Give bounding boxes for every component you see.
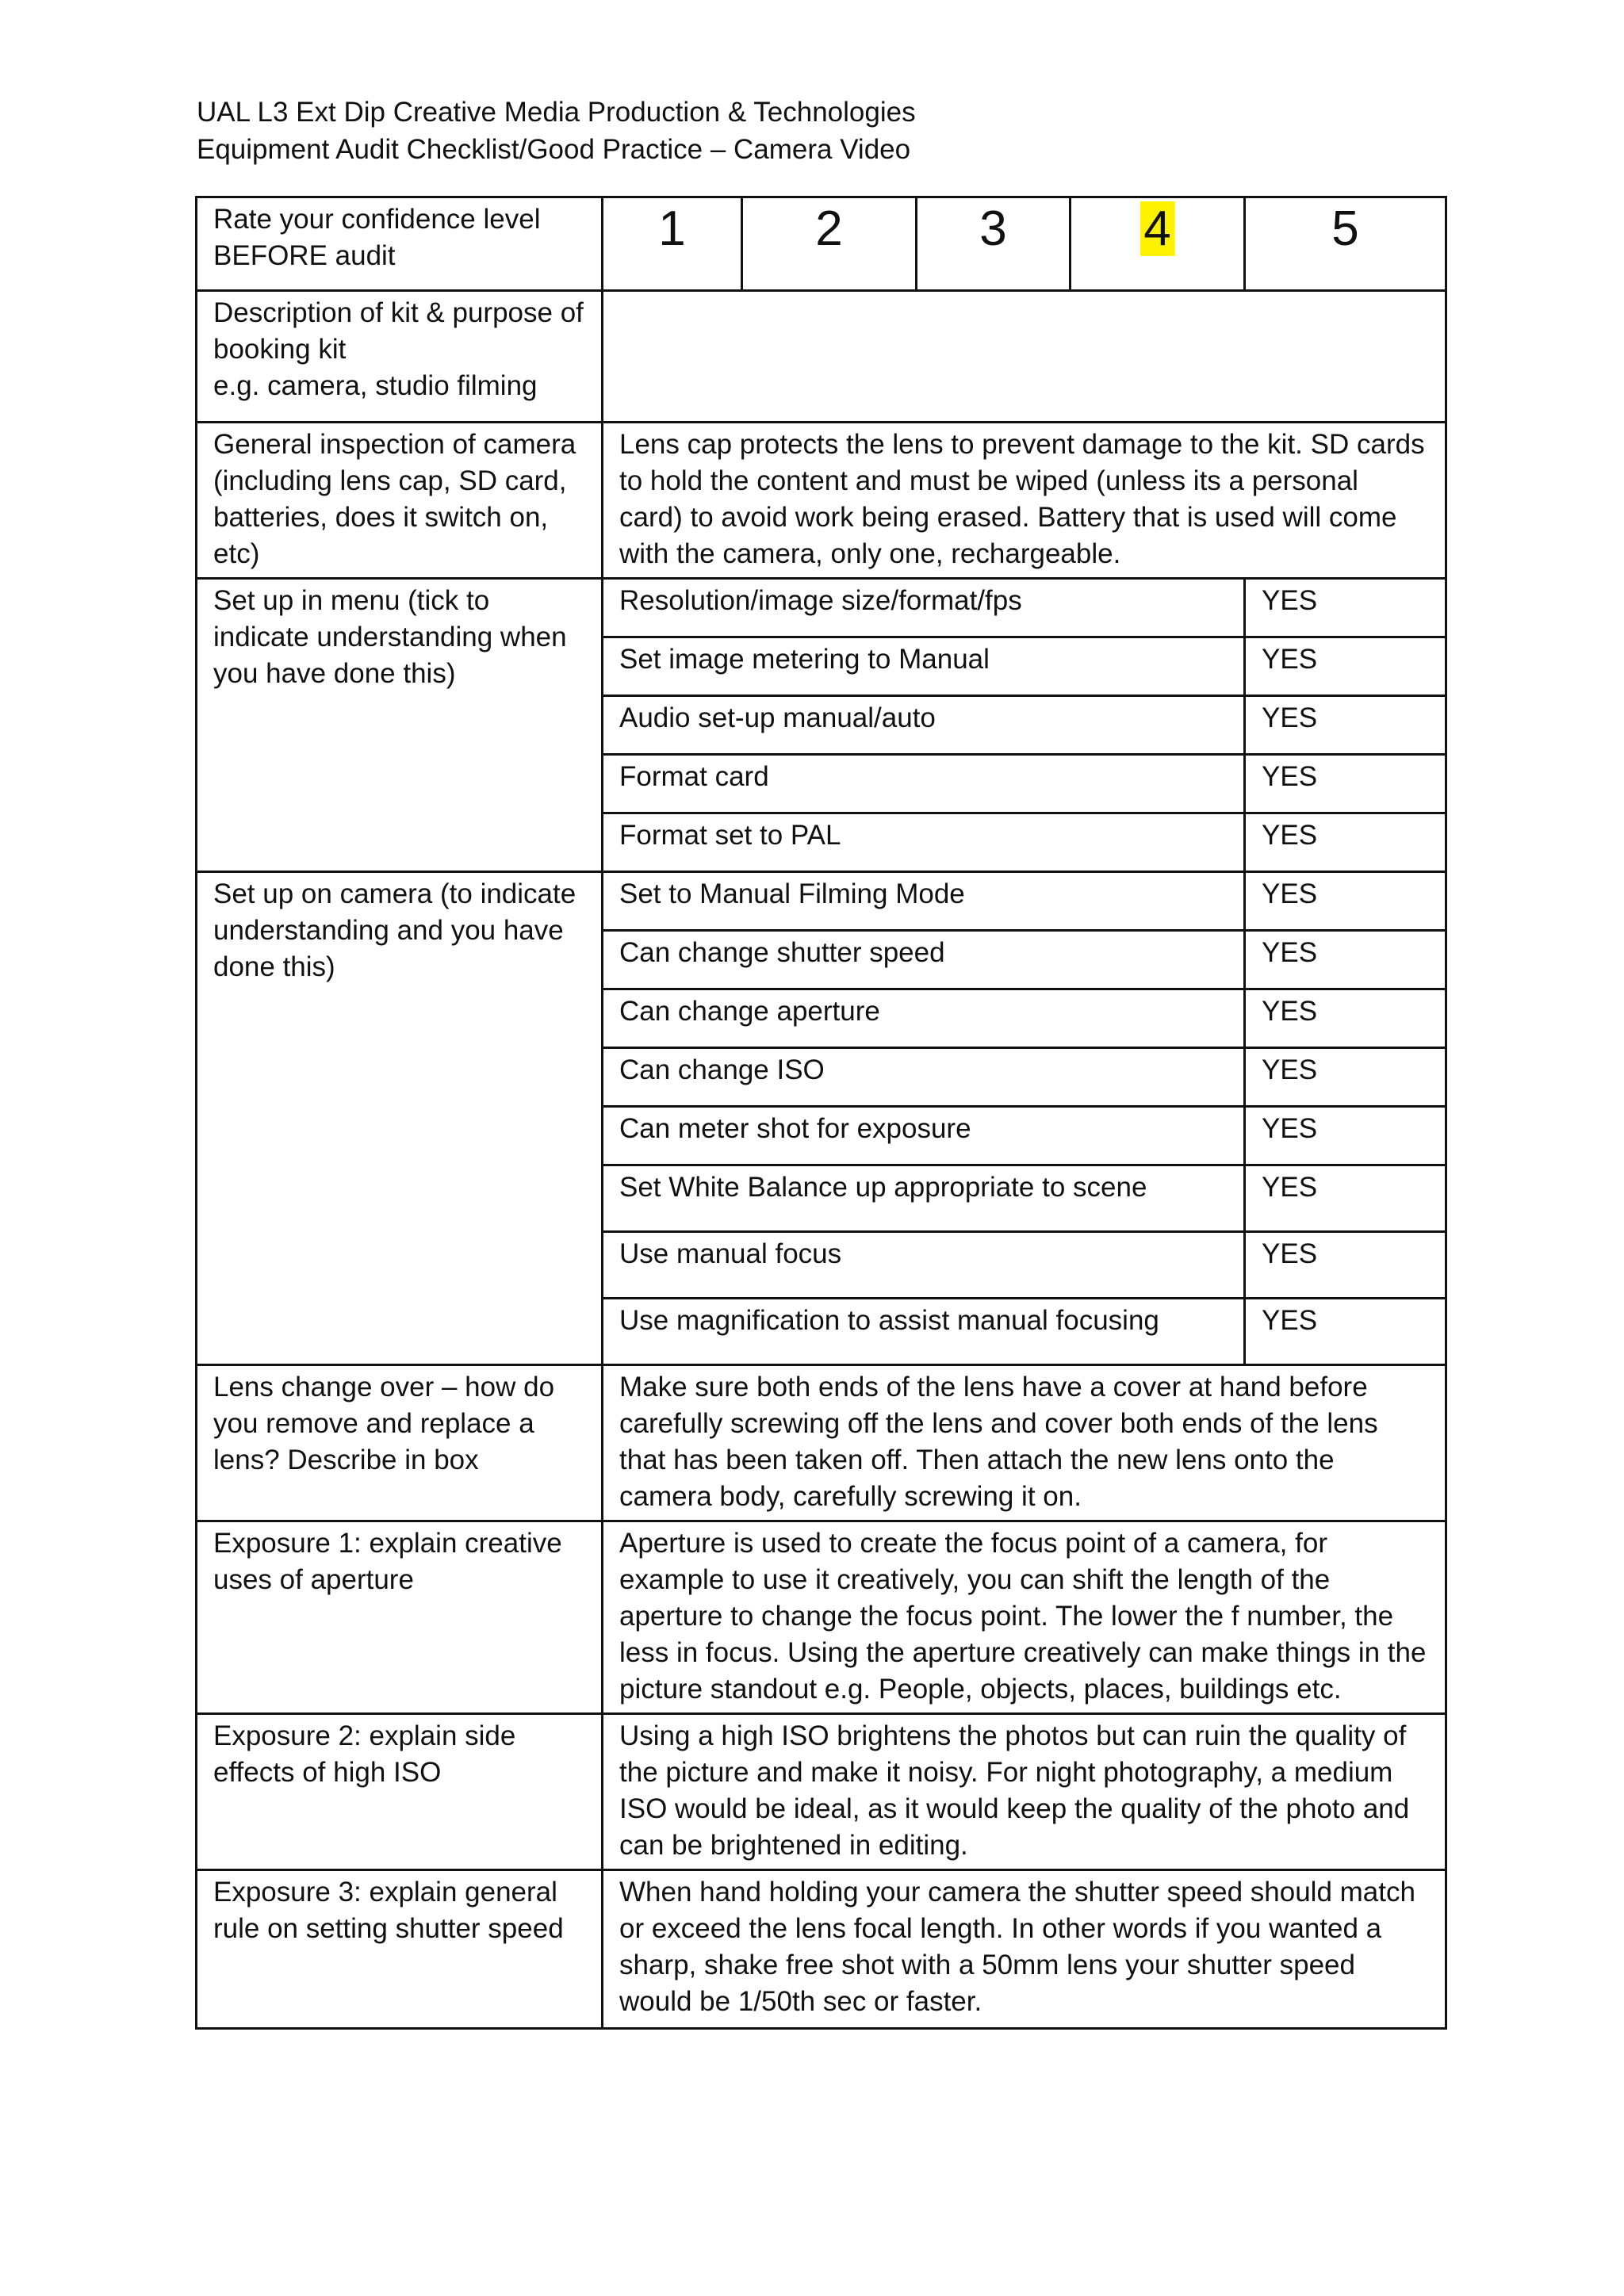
exposure1-answer[interactable]: Aperture is used to create the focus point of a camera, for example to use it creatively, you can shift the length of the aperture to change the focus point. The lower the f number, the less in focus. Using the aperture creatively can make things in the picture standout e.g. People, objects, places, buildings etc. [603,1521,1446,1714]
menu-task: Resolution/image size/format/fps [603,579,1245,637]
camera-task: Use magnification to assist manual focusing [603,1299,1245,1365]
exposure3-label: Exposure 3: explain general rule on setting shutter speed [197,1870,603,2029]
menu-task-status[interactable]: YES [1245,579,1446,637]
lens-change-label: Lens change over – how do you remove and replace a lens? Describe in box [197,1365,603,1521]
rating-option-1[interactable] [603,197,742,291]
document-header [197,94,916,168]
menu-task-status[interactable]: YES [1245,813,1446,872]
camera-setup-row [197,872,1446,931]
description-label-main: Description of kit & purpose of booking kit [213,297,584,365]
description-label-example: e.g. camera, studio filming [213,370,538,401]
exposure3-answer[interactable]: When hand holding your camera the shutter speed should match or exceed the lens focal length. In other words if you wanted a sharp, shake free shot with a 50mm lens your shutter speed would be 1/50th sec or faster. [603,1870,1446,2029]
camera-task-status[interactable]: YES [1245,1048,1446,1107]
camera-task: Set to Manual Filming Mode [603,872,1245,931]
camera-setup-label: Set up on camera (to indicate understanding and you have done this) [197,872,603,1365]
menu-task-status[interactable]: YES [1245,755,1446,813]
camera-task: Can meter shot for exposure [603,1107,1245,1165]
camera-task-status[interactable]: YES [1245,1107,1446,1165]
camera-task-status[interactable]: YES [1245,1232,1446,1299]
exposure1-label: Exposure 1: explain creative uses of aperture [197,1521,603,1714]
menu-task: Audio set-up manual/auto [603,696,1245,755]
menu-setup-row [197,579,1446,637]
lens-change-answer[interactable]: Make sure both ends of the lens have a cover at hand before carefully screwing off the lens and cover both ends of the lens that has been taken off. Then attach the new lens onto the camera body, carefully screwing it on. [603,1365,1446,1521]
general-inspection-label: General inspection of camera (including lens cap, SD card, batteries, does it switch on, etc) [197,423,603,579]
menu-task: Set image metering to Manual [603,637,1245,696]
rating-value: 1 [658,201,686,256]
description-label [197,291,603,423]
camera-task-status[interactable]: YES [1245,931,1446,989]
rating-option-3[interactable] [917,197,1071,291]
menu-task-status[interactable]: YES [1245,696,1446,755]
rating-value: 5 [1331,201,1359,256]
course-title: UAL L3 Ext Dip Creative Media Production & Technologies [197,97,916,128]
exposure3-row [197,1870,1446,2029]
description-row [197,291,1446,423]
audit-table [195,196,1447,2030]
menu-task: Format card [603,755,1245,813]
checklist-title: Equipment Audit Checklist/Good Practice – Camera Video [197,134,911,165]
exposure2-row [197,1714,1446,1870]
exposure2-label: Exposure 2: explain side effects of high ISO [197,1714,603,1870]
rating-option-2[interactable] [742,197,917,291]
menu-task-status[interactable]: YES [1245,637,1446,696]
general-inspection-row [197,423,1446,579]
general-inspection-answer[interactable]: Lens cap protects the lens to prevent damage to the kit. SD cards to hold the content and must be wiped (unless its a personal card) to avoid work being erased. Battery that is used will come with the camera, only one, rechargeable. [603,423,1446,579]
exposure1-row [197,1521,1446,1714]
lens-change-row [197,1365,1446,1521]
camera-task: Set White Balance up appropriate to scene [603,1165,1245,1232]
confidence-row [197,197,1446,291]
confidence-label: Rate your confidence level BEFORE audit [197,197,603,291]
rating-value: 3 [979,201,1007,256]
rating-value: 2 [815,201,843,256]
camera-task: Can change shutter speed [603,931,1245,989]
exposure2-answer[interactable]: Using a high ISO brightens the photos but can ruin the quality of the picture and make it noisy. For night photography, a medium ISO would be ideal, as it would keep the quality of the photo and can be brightened in editing. [603,1714,1446,1870]
camera-task-status[interactable]: YES [1245,872,1446,931]
description-field[interactable] [603,291,1446,423]
camera-task: Can change aperture [603,989,1245,1048]
rating-option-4[interactable] [1071,197,1245,291]
menu-setup-label: Set up in menu (tick to indicate understanding when you have done this) [197,579,603,872]
rating-option-5[interactable] [1245,197,1446,291]
camera-task-status[interactable]: YES [1245,1165,1446,1232]
rating-value-selected: 4 [1140,201,1174,256]
camera-task-status[interactable]: YES [1245,1299,1446,1365]
camera-task-status[interactable]: YES [1245,989,1446,1048]
camera-task: Use manual focus [603,1232,1245,1299]
camera-task: Can change ISO [603,1048,1245,1107]
menu-task: Format set to PAL [603,813,1245,872]
